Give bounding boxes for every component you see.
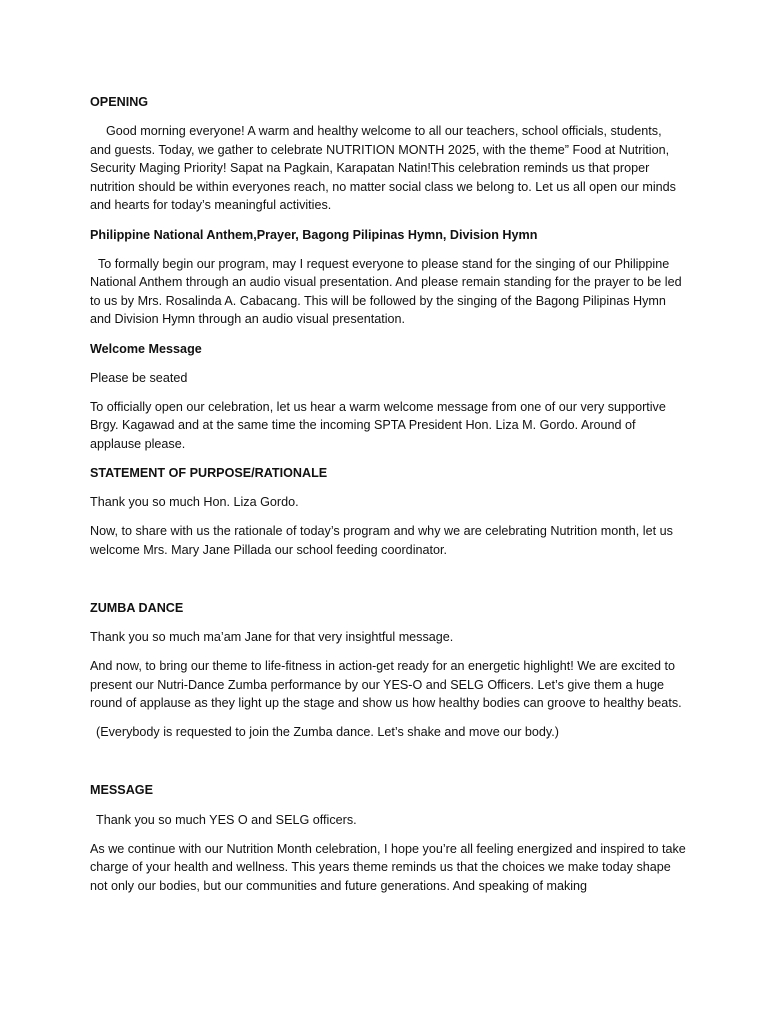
welcome-heading: Welcome Message <box>90 341 202 356</box>
zumba-note: (Everybody is requested to join the Zumba dance. Let’s shake and move our body.) <box>96 725 559 740</box>
message-paragraph: As we continue with our Nutrition Month celebration, I hope you’re all feeling energized and inspired to take charge of your health and wellness. This years theme reminds us that the choices we make today shape not only our bodies, but our communities and future generations. And speaking of making <box>90 841 686 893</box>
document-page <box>90 93 686 906</box>
anthem-heading: Philippine National Anthem,Prayer, Bagong Pilipinas Hymn, Division Hymn <box>90 227 538 242</box>
purpose-line: Thank you so much Hon. Liza Gordo. <box>90 495 299 510</box>
opening-heading: OPENING <box>90 95 149 109</box>
section-spacer <box>90 570 686 599</box>
zumba-paragraph: And now, to bring our theme to life-fitness in action-get ready for an energetic highlight! We are excited to present our Nutri-Dance Zumba performance by our YES-O and SELG Officers. Let’s give them a huge round of applause as they light up the stage and show us how healthy bodies can groove to healthy beats. <box>90 659 682 711</box>
zumba-heading: ZUMBA DANCE <box>90 600 184 615</box>
purpose-paragraph: Now, to share with us the rationale of today’s program and why we are celebrating Nutrition month, let us welcome Mrs. Mary Jane Pillada our school feeding coordinator. <box>90 524 673 557</box>
section-spacer <box>90 752 686 781</box>
purpose-heading: STATEMENT OF PURPOSE/RATIONALE <box>90 466 328 480</box>
message-heading: MESSAGE <box>90 783 153 798</box>
welcome-line: Please be seated <box>90 370 188 385</box>
message-line: Thank you so much YES O and SELG officers. <box>96 812 357 827</box>
welcome-paragraph: To officially open our celebration, let us hear a warm welcome message from one of our very supportive Brgy. Kagawad and at the same time the incoming SPTA President Hon. Liza M. Gordo. Around of applause please. <box>90 399 666 451</box>
opening-paragraph: Good morning everyone! A warm and healthy welcome to all our teachers, school officials, students, and guests. Today, we gather to celebrate NUTRITION MONTH 2025, with the theme” Food at Nutrition, Security Maging Priority! Sapat na Pagkain, Karapatan Natin!This celebration reminds us that proper nutrition should be within everyones reach, no matter social class we belong to. Let us all open our minds and hearts for today’s meaningful activities. <box>90 124 676 213</box>
zumba-line: Thank you so much ma’am Jane for that very insightful message. <box>90 629 454 644</box>
anthem-paragraph: To formally begin our program, may I request everyone to please stand for the singing of our Philippine National Anthem through an audio visual presentation. And please remain standing for the prayer to be led to us by Mrs. Rosalinda A. Cabacang. This will be followed by the singing of the Bagong Pilipinas Hymn and Division Hymn through an audio visual presentation. <box>90 256 682 327</box>
